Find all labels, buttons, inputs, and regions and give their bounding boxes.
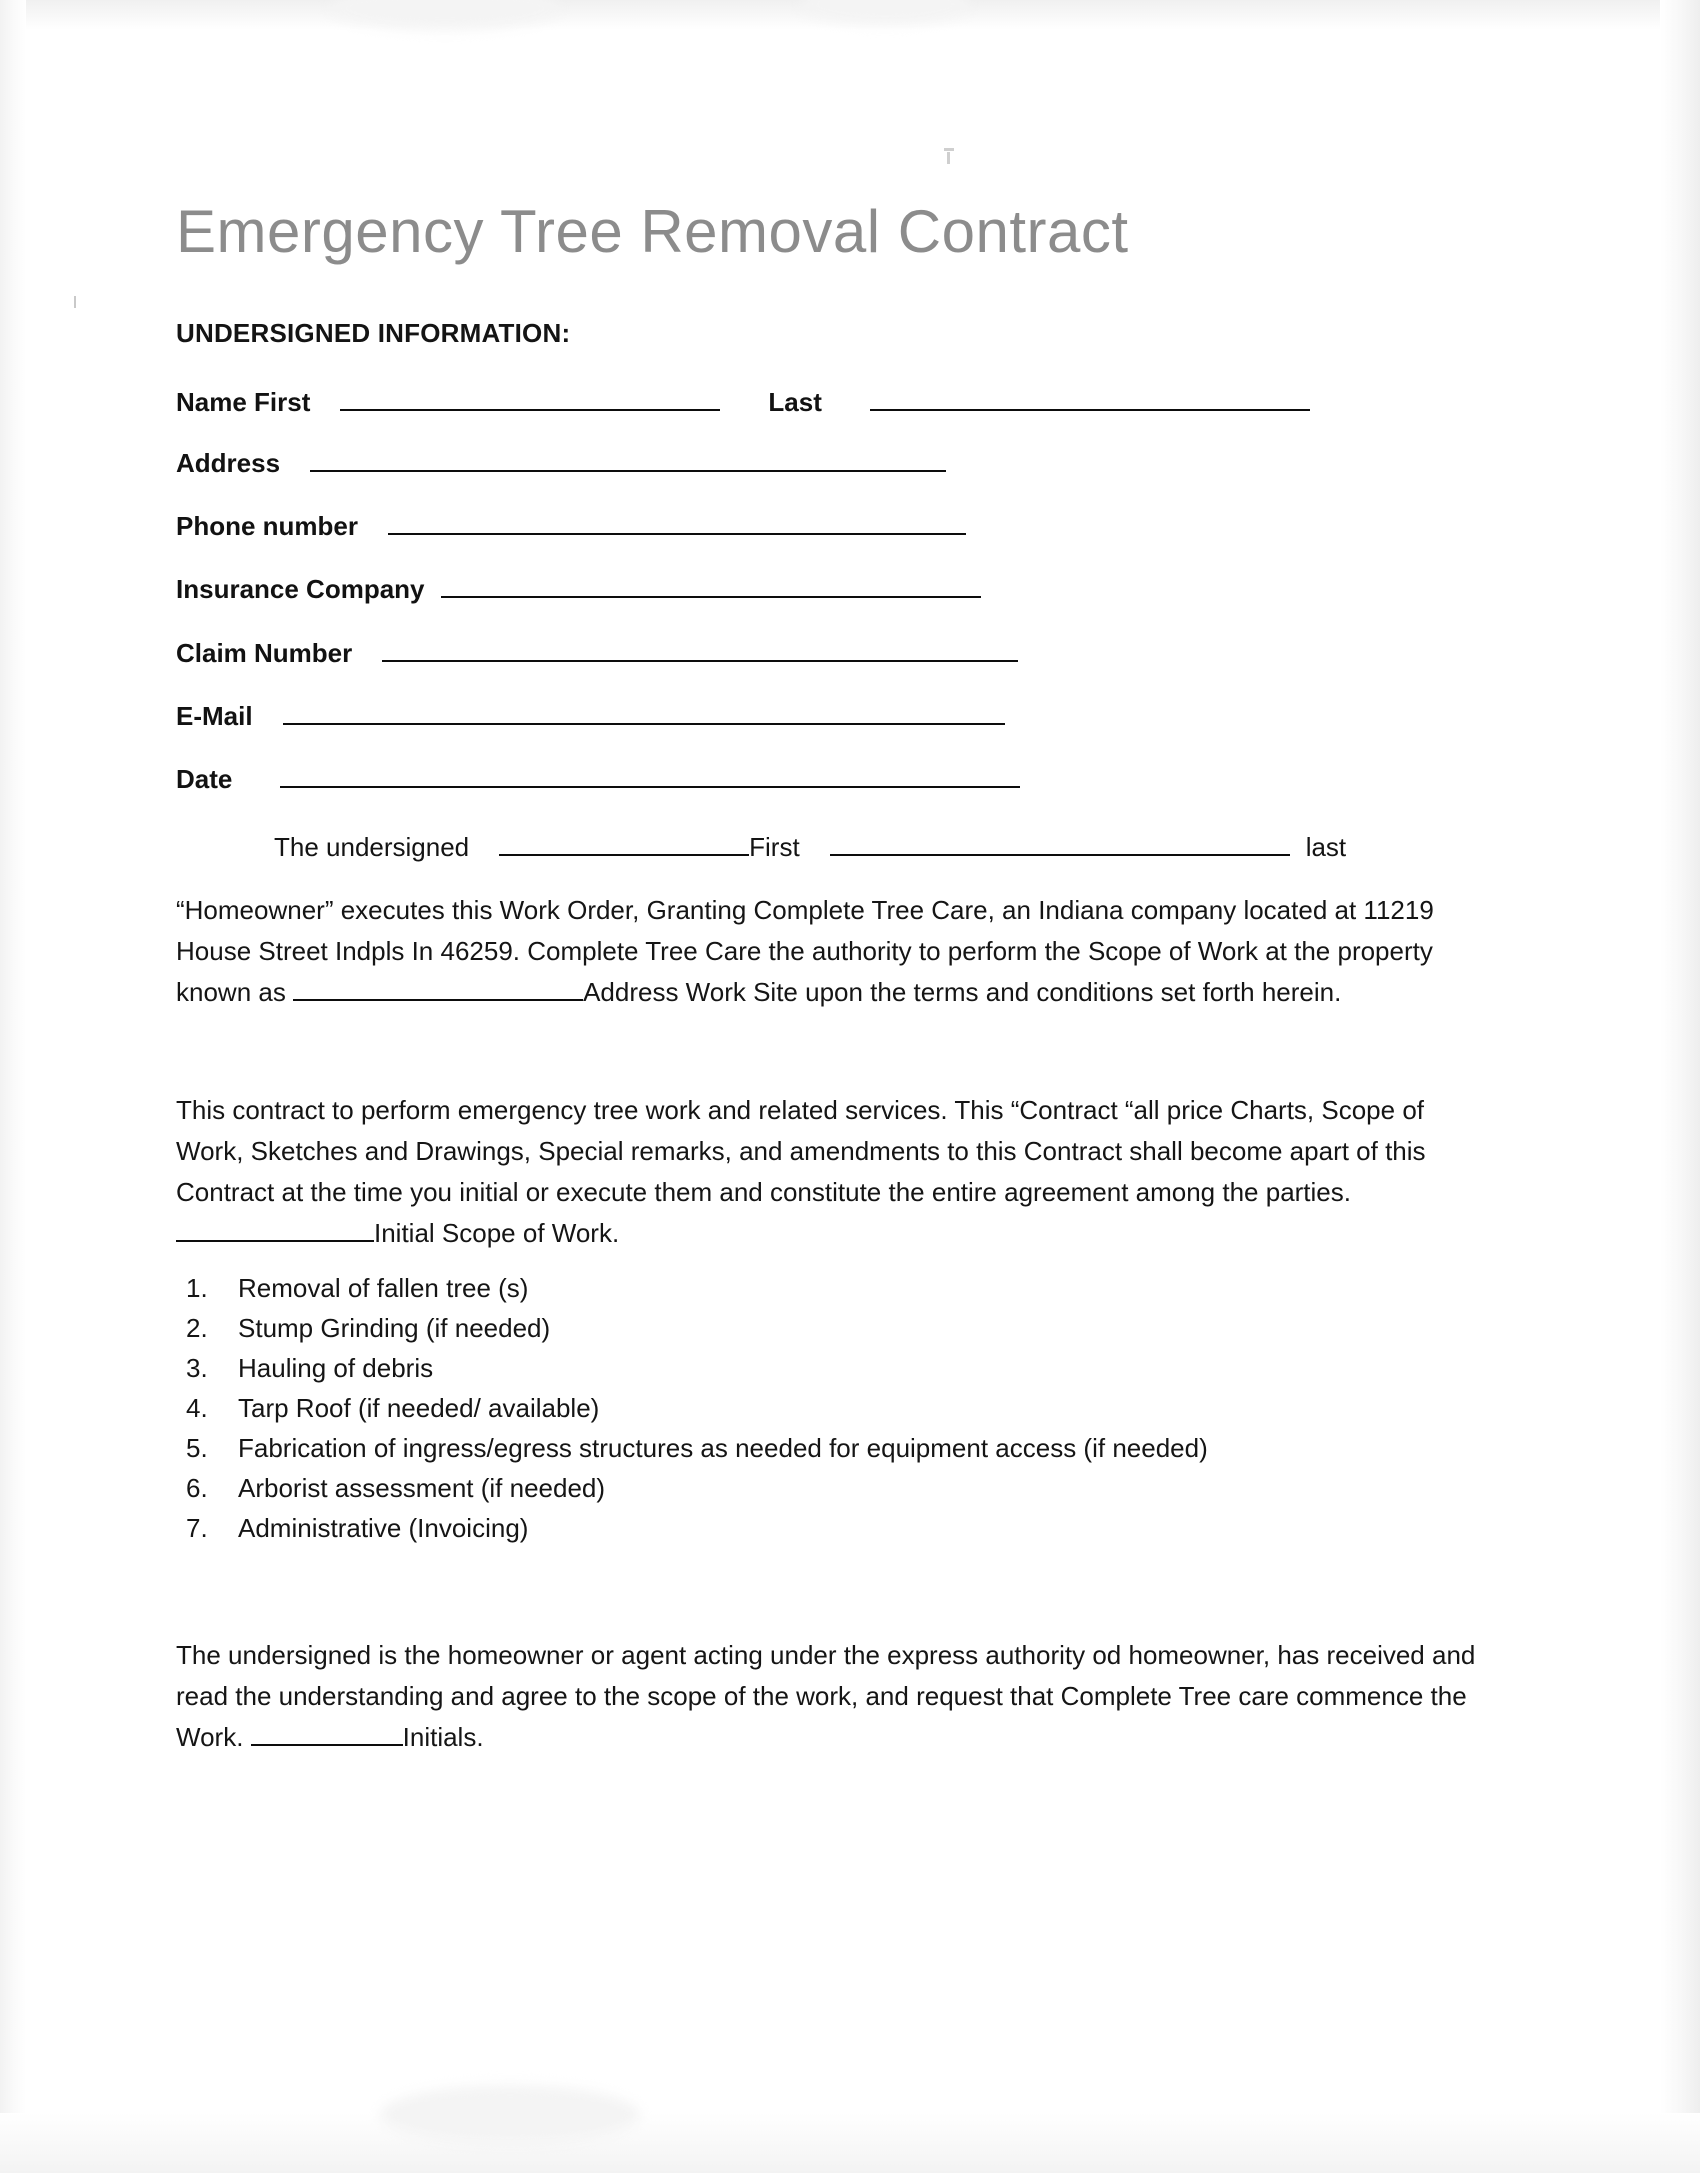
paragraph-homeowner-grant-text-a: “Homeowner” executes this Work Order, Granting Complete Tree Care, an Indiana company located at 11219 House Street Indpls In 46259. Complete Tree Care the authority to perform the Scope of Work at the property known as — [176, 895, 1434, 1007]
field-label-date: Date — [176, 764, 233, 794]
list-item-number: 4. — [186, 1393, 208, 1423]
field-input-address[interactable] — [310, 444, 946, 472]
scan-smudge — [330, 0, 560, 30]
page-title: Emergency Tree Removal Contract — [176, 198, 1129, 265]
form-row-date — [176, 760, 1020, 795]
field-input-date[interactable] — [280, 760, 1020, 788]
field-input-claim-number[interactable] — [382, 634, 1018, 662]
paragraph-contract-terms-text-b: Initial Scope of Work. — [374, 1218, 620, 1248]
paragraph-acknowledgement-text-b: Initials. — [402, 1722, 484, 1752]
list-item-label: Fabrication of ingress/egress structures as needed for equipment access (if needed) — [238, 1433, 1208, 1463]
field-input-name-last[interactable] — [870, 383, 1310, 411]
list-item-number: 2. — [186, 1313, 208, 1343]
scan-fleck — [74, 296, 76, 308]
paragraph-acknowledgement — [176, 1635, 1476, 1758]
field-label-name-first: Name First — [176, 387, 311, 417]
undersigned-input-first[interactable] — [499, 828, 749, 856]
scope-of-work-list — [176, 1268, 1476, 1548]
field-label-email: E-Mail — [176, 701, 253, 731]
scan-smudge — [800, 0, 970, 24]
scan-edge-top — [0, 0, 1700, 30]
form-row-address — [176, 444, 946, 479]
list-item — [176, 1348, 1476, 1388]
scan-fleck — [944, 148, 954, 151]
undersigned-input-last[interactable] — [830, 828, 1290, 856]
field-label-insurance-company: Insurance Company — [176, 574, 425, 604]
list-item — [176, 1428, 1476, 1468]
section-heading-undersigned-information: UNDERSIGNED INFORMATION: — [176, 318, 571, 348]
list-item-number: 5. — [186, 1433, 208, 1463]
scan-smudge — [380, 2085, 640, 2145]
scan-edge-bottom — [0, 2113, 1700, 2173]
initial-scope-of-work-input[interactable] — [176, 1215, 374, 1242]
work-site-address-input[interactable] — [293, 974, 583, 1001]
acknowledgement-initials-input[interactable] — [251, 1719, 403, 1746]
field-label-claim-number: Claim Number — [176, 638, 353, 668]
list-item-number: 1. — [186, 1273, 208, 1303]
list-item-label: Removal of fallen tree (s) — [238, 1273, 529, 1303]
scan-edge-left — [0, 0, 26, 2173]
undersigned-tail-text: last — [1305, 832, 1347, 862]
undersigned-lead-text: The undersigned — [274, 832, 470, 862]
list-item — [176, 1508, 1476, 1548]
form-row-phone-number — [176, 507, 966, 542]
field-label-address: Address — [176, 448, 281, 478]
list-item — [176, 1468, 1476, 1508]
list-item — [176, 1268, 1476, 1308]
field-input-email[interactable] — [283, 697, 1005, 725]
list-item-number: 3. — [186, 1353, 208, 1383]
list-item-label: Hauling of debris — [238, 1353, 434, 1383]
paragraph-homeowner-grant-text-b: Address Work Site upon the terms and conditions set forth herein. — [583, 977, 1342, 1007]
list-item-number: 7. — [186, 1513, 208, 1543]
list-item-label: Tarp Roof (if needed/ available) — [238, 1393, 600, 1423]
list-item — [176, 1308, 1476, 1348]
paragraph-homeowner-grant — [176, 890, 1476, 1013]
scan-fleck — [947, 152, 950, 164]
paragraph-contract-terms-text-a: This contract to perform emergency tree work and related services. This “Contract “all price Charts, Scope of Work, Sketches and Drawings, Special remarks, and amendments to this Contract shall become apart of this Contract at the time you initial or execute them and constitute the entire agreement among the parties. — [176, 1095, 1426, 1207]
paragraph-contract-terms — [176, 1090, 1476, 1254]
field-label-name-last: Last — [768, 387, 822, 417]
scan-edge-right — [1660, 0, 1700, 2173]
list-item-label: Administrative (Invoicing) — [238, 1513, 529, 1543]
list-item-label: Arborist assessment (if needed) — [238, 1473, 606, 1503]
form-row-claim-number — [176, 634, 1018, 669]
field-input-insurance-company[interactable] — [441, 570, 981, 598]
undersigned-signature-line — [274, 828, 1346, 863]
list-item — [176, 1388, 1476, 1428]
paragraph-acknowledgement-text-a: The undersigned is the homeowner or agent acting under the express authority od homeowner, has received and read the understanding and agree to the scope of the work, and request that Complete Tree care commence the Work. — [176, 1640, 1476, 1752]
field-label-phone-number: Phone number — [176, 511, 359, 541]
form-row-name — [176, 383, 1310, 418]
list-item-number: 6. — [186, 1473, 208, 1503]
form-row-insurance-company — [176, 570, 981, 605]
form-row-email — [176, 697, 1005, 732]
field-input-name-first[interactable] — [340, 383, 720, 411]
field-input-phone-number[interactable] — [388, 507, 966, 535]
list-item-label: Stump Grinding (if needed) — [238, 1313, 551, 1343]
undersigned-mid-text: First — [749, 832, 800, 862]
